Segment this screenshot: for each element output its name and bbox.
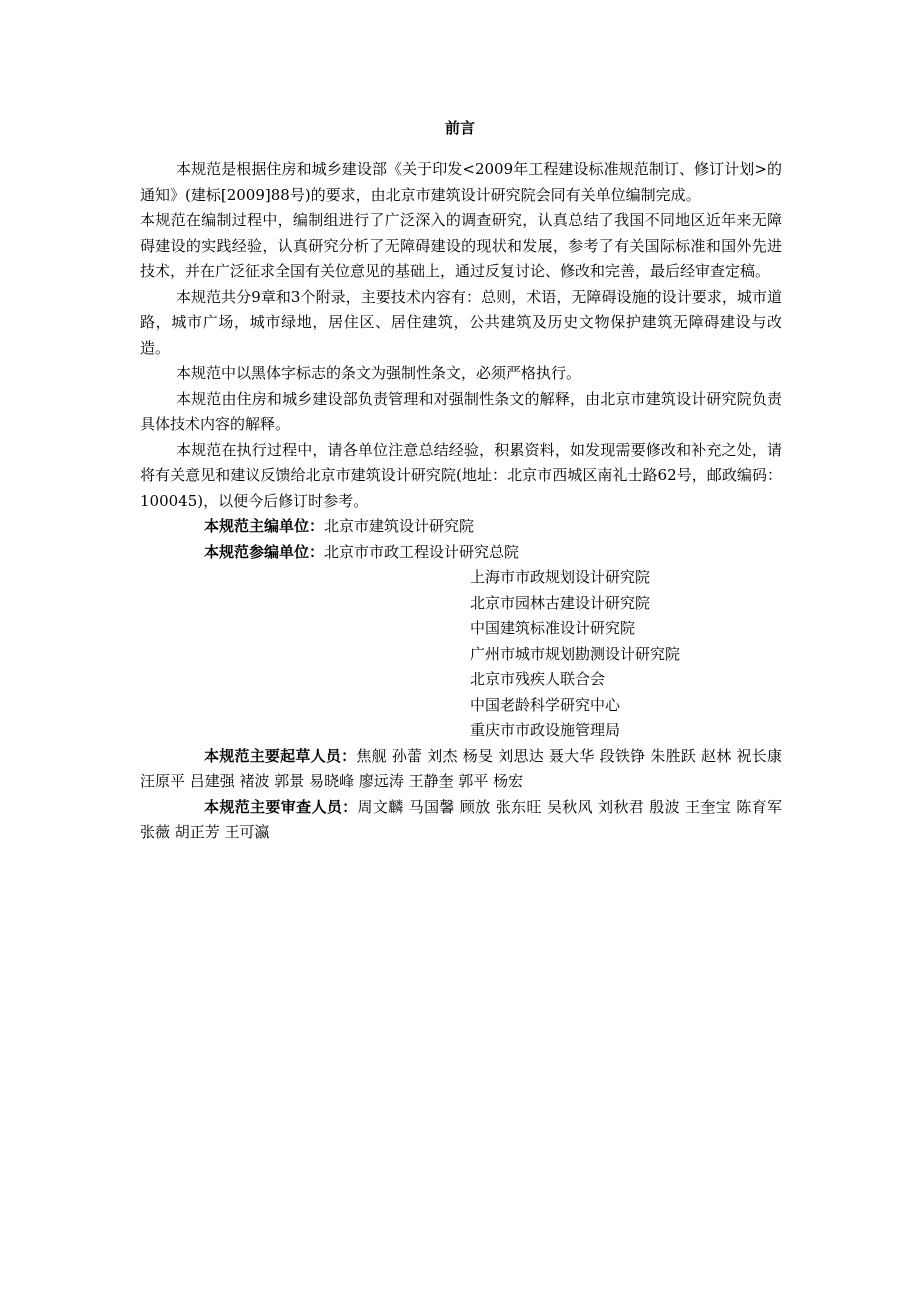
reviewers-line [140,795,782,846]
page-title: 前言 [444,119,475,137]
participating-unit-label: 本规范参编单位： [204,542,325,561]
paragraph-feedback: 本规范在执行过程中，请各单位注意总结经验，积累资料，如发现需要修改和补充之处，请将有关意见和建议反馈给北京市建筑设计研究院(地址：北京市西城区南礼士路62号，邮政编码：100045)，以便今后修订时参考。 [140,440,782,510]
paragraph-mandatory: 本规范中以黑体字标志的条文为强制性条文，必须严格执行。 [176,364,582,382]
participating-unit: 上海市市政规划设计研究院 [470,568,651,586]
chief-unit-label: 本规范主编单位： [204,517,325,535]
participating-unit-first: 北京市市政工程设计研究总院 [324,542,520,561]
participating-unit-line [140,540,782,566]
paragraph-basis: 本规范是根据住房和城乡建设部《关于印发<2009年工程建设标准规范制订、修订计划>的通知》(建标[2009]88号)的要求，由北京市建筑设计研究院会同有关单位编制完成。 [140,160,782,204]
participating-unit: 北京市园林古建设计研究院 [470,593,651,612]
participating-unit: 广州市城市规划勘测设计研究院 [470,644,681,663]
chief-unit-value: 北京市建筑设计研究院 [324,517,475,535]
chief-unit-line [140,514,782,540]
paragraph-process: 本规范在编制过程中，编制组进行了广泛深入的调查研究，认真总结了我国不同地区近年来无障碍建设的实践经验，认真研究分析了无障碍建设的现状和发展，参考了有关国际标准和国外先进技术，并在广泛征求全国有关位意见的基础上，通过反复讨论、修改和完善，最后经审查定稿。 [140,211,782,280]
drafters-value: 焦舰 孙蕾 刘杰 杨旻 刘思达 聂大华 段铁铮 朱胜跃 赵林 祝长康 汪原平 吕建强 褚波 郭景 易晓峰 廖远涛 王静奎 郭平 杨宏 [140,746,782,790]
participating-unit: 中国老龄科学研究中心 [470,695,621,714]
preface-body [140,157,782,846]
reviewers-label: 本规范主要审查人员： [204,797,358,816]
drafters-line [140,744,782,795]
participating-unit: 重庆市市政设施管理局 [470,721,621,739]
drafters-label: 本规范主要起草人员： [204,746,357,765]
participating-unit: 中国建筑标准设计研究院 [470,619,636,637]
paragraph-contents: 本规范共分9章和3个附录，主要技术内容有：总则，术语，无障碍设施的设计要求，城市道路，城市广场，城市绿地，居住区、居住建筑，公共建筑及历史文物保护建筑无障碍建设与改造。 [140,287,782,357]
participating-unit: 北京市残疾人联合会 [470,670,606,688]
reviewers-value: 周文麟 马国馨 顾放 张东旺 吴秋风 刘秋君 殷波 王奎宝 陈育军 张薇 胡正芳 王可瀛 [140,797,782,841]
paragraph-management: 本规范由住房和城乡建设部负责管理和对强制性条文的解释，由北京市建筑设计研究院负责具体技术内容的解释。 [140,389,782,433]
